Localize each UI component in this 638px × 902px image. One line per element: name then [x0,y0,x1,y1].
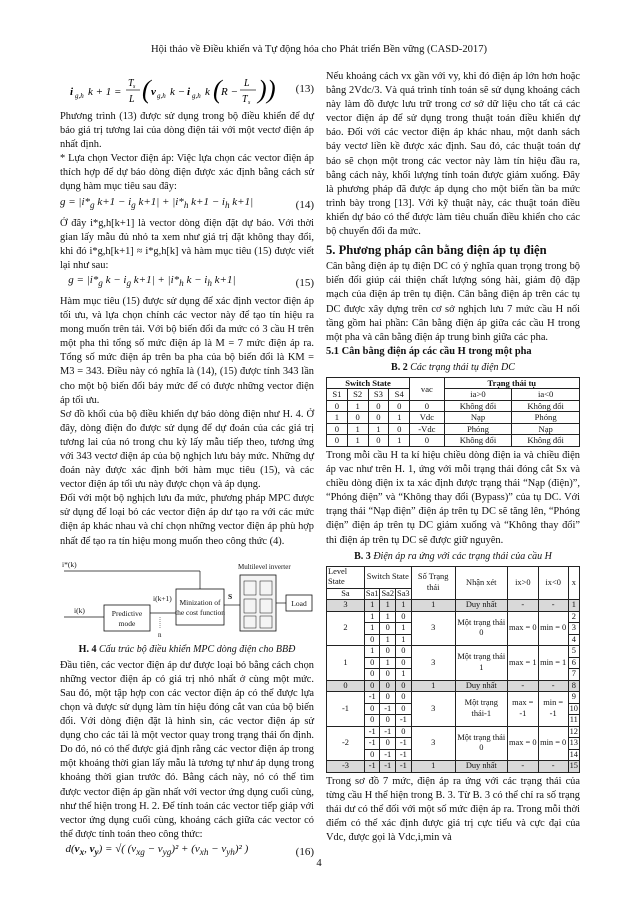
ik-label: i(k) [74,605,85,615]
table-cell: 3 [411,611,455,646]
table-cell: 0 [380,623,396,635]
table-header: Trạng thái tụ [444,377,579,389]
svg-text:g,h: g,h [192,92,201,100]
table-cell: 0 [327,435,348,447]
table-cell: 0 [396,646,412,658]
page-header: Hội thảo về Điều khiển và Tự động hóa cho Phát triển Bền vững (CASD-2017) [150,44,488,55]
table-subheader: ia>0 [444,389,512,401]
table-cell: 0 [364,669,380,681]
load-label: Load [291,598,307,608]
right-column [326,70,580,845]
svg-text:mode: mode [118,618,136,628]
table-subheader: ia<0 [512,389,580,401]
level-cell: 3 [327,600,365,612]
table-cell: 0 [364,715,380,727]
table-row [327,611,580,623]
table-cell: 1 [380,611,396,623]
table-cell: - [507,600,538,612]
subsection-heading: 5.1 Cân bằng điện áp các cầu H trong một pha [326,345,532,357]
table-cell: 0 [380,646,396,658]
table-cell: 1 [364,646,380,658]
table-2 [326,377,580,447]
table-cell: Duy nhất [455,600,507,612]
svg-text:Minization of: Minization of [179,597,221,607]
ikp1-label: i(k+1) [153,593,172,603]
table-cell: Vdc [410,412,445,424]
svg-text:v: v [151,86,156,98]
table-cell: 0 [364,749,380,761]
svg-text:T: T [242,94,248,105]
svg-text:s: s [133,84,136,90]
svg-text:L: L [129,94,135,105]
x-cell: 5 [568,646,579,658]
s-label: S [228,591,233,601]
table-cell: -1 [380,749,396,761]
table-cell: 0 [396,692,412,704]
table-cell: 1 [396,634,412,646]
table-cell: Một trạng thái 1 [455,646,507,681]
x-cell: 4 [568,634,579,646]
table-subheader: Sa [327,588,365,600]
table-row [327,400,580,412]
table-cell: - [507,761,538,773]
table-cell: 0 [396,611,412,623]
svg-text:L: L [244,78,250,89]
svg-text:i: i [70,86,74,98]
table-cell: 1 [368,423,389,435]
svg-text:n: n [158,630,162,639]
svg-text:(: ( [213,75,222,104]
level-cell: -3 [327,761,365,773]
table-cell: 1 [396,669,412,681]
table-cell: -1 [396,749,412,761]
table-cell: 0 [396,657,412,669]
table-cell: 0 [389,423,410,435]
paragraph: Cân bằng điện áp tụ điện DC có ý nghĩa quan trọng trong bộ biến đổi giúp cải thiện chất lượng sóng hài, giảm độ đập mạch của điện áp trên tụ điện. Cân bằng điện áp trên các tụ DC được xây dựng trên cơ sở nghịch lưu 7 mức cầu H nối tầng gồm hai phần: Cân bằng điện áp giữa các cầu H trong một pha và cân bằng điện áp trung bình giữa các pha. [326,261,580,343]
svg-text:): ) [267,75,276,104]
table-cell: Không đổi [444,400,512,412]
left-column [60,70,314,866]
table-cell: 0 [368,400,389,412]
table-header: Switch State [327,377,410,389]
paragraph: Sơ đồ khối của bộ điều khiển dự báo dòng điện như H. 4. Ở đây, dòng điện đo được sử dụng để dự đoán của các giá trị tương lai của nó trong chu kỳ lấy mẫu tiếp theo, tương ứng với 343 vectơ điện áp của bộ nghịch lưu bảy mức. Những dự đoán này được xác định bởi hàm mục tiêu (15), và các vector điện áp tối ưu này được chọn và áp dụng. [60,408,314,491]
table-cell: Một trạng thái-1 [455,692,507,727]
svg-text:k −: k − [170,86,186,98]
table-row [327,435,580,447]
table-cell: 0 [327,400,348,412]
table-subheader: S1 [327,389,348,401]
table-3 [326,566,580,773]
svg-text:R −: R − [221,86,238,98]
table-cell: -Vdc [410,423,445,435]
x-cell: 7 [568,669,579,681]
table-cell: 1 [411,680,455,692]
table-row [327,692,580,704]
table-cell: Duy nhất [455,761,507,773]
paragraph: Đầu tiên, các vector điện áp dư được loại bỏ bằng cách chọn những vector điện áp có giá trị nhỏ nhất ở cùng một mức. Sau đó, một tập hợp con các vector điện áp có thể được lựa chọn và được sử dụng làm tín hiệu đóng cắt van của bộ biến đổi. Với dòng điện đặt là hình sin, các vector điện áp sử dụng cho các tải là một vector quay trong trạng thái ổn định. Do đó, nó có thể được giả định rằng các vector điện áp trong một khoảng thời gian lấy mẫu là tương tự như áp dụng trong khoảng thời gian trước đó. Bằng cách này, nó có thể tìm được vector điện áp gần nhất với vector ứng dụng cuối cùng, như thể hiện trong H. 2. Để tính toán các vector tiếp giáp với vector ứng dụng cuối cùng, khoảng cách giữa các vector có thể được tính toán theo công thức: [60,659,314,840]
table-cell: 0 [347,412,368,424]
table-cell: 1 [347,400,368,412]
figure-caption-text: Cấu trúc bộ điều khiển MPC dòng điện cho BBĐ [96,643,296,655]
paragraph: Trong sơ đồ 7 mức, điện áp ra ứng với các trạng thái của từng cầu H thể hiện trong B. 3. Từ B. 3 có thể chỉ ra số trạng thái dư có thể đối với một số mức điện áp ra. Trong mỗi thời điểm có thể xác định được giá trị cực tiểu và cực đại của Vdc, được gọi là Vdc,i,min và [326,775,580,844]
iref-label: i*(k) [62,559,77,569]
x-cell: 10 [569,703,578,713]
equation-14 [60,195,314,217]
equation-16-formula: $d(v_x$, $v_y$) = √( $(v_{xg} - v_{yg})^2 + (v_{xh} - v_{yh})^2$ ) [60,842,249,858]
paragraph: Trong mỗi cầu H ta kí hiệu chiều dòng điện ia và chiều điện áp vac như trên H. 1, ứng với mỗi trạng thái đóng cắt Sx và chiều dòng điện ix ta xác định được trạng thái “Nạp (điện)”, “Phóng điện” và “Không thay đổi (Bypass)” của tụ DC. Với trạng thái “Nạp điện” điện áp trên tụ DC sẽ tăng lên, “Phóng điện” điện áp trên tụ DC giảm xuống và “Không thay đổi” thì điện áp trên tụ DC sẽ được giữ nguyên. [326,449,580,546]
x-cell: 11 [569,715,578,725]
table-header: Số Trạng thái [411,566,455,600]
equation-14-tag: (14) [295,198,314,211]
paragraph: Đối với một bộ nghịch lưu đa mức, phương pháp MPC được sử dụng để loại bỏ các vector điện áp dư tạo ra với các mức điện áp khác nhau và chỉ chọn những vector điện áp phù hợp nhất để tạo ra tín hiệu mong muốn theo công thức (4). [60,493,314,547]
table-cell: - [538,680,568,692]
table-cell: 1 [389,412,410,424]
x-cell: 6 [568,657,579,669]
svg-text:the cost function: the cost function [175,607,225,617]
mpc-block-diagram [60,553,314,641]
table-row [327,423,580,435]
table-header: ix>0 [507,566,538,600]
paragraph: Hàm mục tiêu (15) được sử dụng để xác định vector điện áp tối ưu, và lựa chọn chính các vector này để tạo tín hiệu ra mong muốn trên tải. Với bộ biến đổi đa mức có 3 cầu H trên một pha thì tổng số mức điện áp là M = 7 mức điện áp ra. Tổng số mức điện áp trên ba pha của bộ biến đổi là KM = M3 = 343. Điều này có nghĩa là (14), (15) được tính 343 lần cho một bộ biến đổi bảy mức để có được những vector điện áp tối ưu. [60,295,314,406]
table-row [327,761,580,773]
equation-15 [60,273,314,295]
table-cell: 0 [380,680,396,692]
table-cell: - [538,600,568,612]
minimization-block [176,589,224,625]
equation-14-formula: $g = |i*_g$ $k+1 - i_g$ $k+1| + |i*_h$ $k+1 - i_h$ k+1| [60,195,254,210]
level-cell: -1 [327,692,365,727]
paragraph: * Lựa chọn Vector điện áp: Việc lựa chọn các vector điện áp thích hợp để dự báo dòng điện được xác định bằng cách sử dụng hàm mục tiêu sau đây: [60,153,314,193]
table-subheader: Sa2 [381,588,395,598]
table-cell: 3 [411,692,455,727]
table-cell: - [507,680,538,692]
table-cell: 0 [368,412,389,424]
table-cell: 0 [380,715,396,727]
table-cell: 1 [396,623,412,635]
svg-text:g,h: g,h [75,92,84,100]
table-row [327,600,580,612]
table-cell: 1 [380,600,396,612]
table-cell: -1 [380,761,396,773]
table-row [327,646,580,658]
table-cell: 0 [380,669,396,681]
table-cell: 0 [380,692,396,704]
table-row [327,680,580,692]
predictive-label: Predictive [111,608,143,618]
x-cell: 14 [569,749,578,759]
figure-caption-label: H. 4 [78,643,97,655]
table-header: x [568,566,579,600]
table-cell: 0 [364,680,380,692]
table-cell: Không đổi [512,435,580,447]
table-header: vac [410,377,445,400]
table-cell: -1 [364,726,380,738]
x-cell: 1 [568,600,579,612]
svg-text:g,h: g,h [157,92,166,100]
table-cell: 1 [396,600,412,612]
x-cell: 13 [569,738,578,748]
table-cell: Nạp [512,423,580,435]
table-cell: 1 [347,435,368,447]
table-subheader: S3 [368,389,389,401]
equation-13 [60,70,314,110]
table-cell: 1 [327,412,348,424]
table-cell: 0 [410,400,445,412]
table-cell: max = 0 [507,726,538,761]
table-subheader: Sa3 [397,588,410,598]
table-cell: max = 0 [507,611,538,646]
table-cell: 1 [347,423,368,435]
table-cell: Phóng [512,412,580,424]
page-number: 4 [316,858,322,869]
x-cell: 15 [569,761,578,771]
table-cell: 0 [368,435,389,447]
table-cell: 1 [411,761,455,773]
equation-13-formula [70,70,290,110]
x-cell: 2 [568,611,579,623]
table-cell: 0 [364,634,380,646]
table-cell: min = 0 [538,726,568,761]
table-row [327,726,580,738]
table-cell: 3 [411,726,455,761]
svg-text:s: s [248,100,251,106]
table-cell: -1 [364,738,380,750]
figure-caption [60,643,314,657]
table-cell: 0 [410,435,445,447]
table-header: ix<0 [538,566,568,600]
table-cell: Phóng [444,423,512,435]
table-cell: -1 [380,703,396,715]
table-cell: Không đổi [444,435,512,447]
table-cell: min = 1 [538,646,568,681]
x-cell: 9 [568,692,579,704]
table-cell: -1 [364,761,380,773]
x-cell: 3 [568,623,579,635]
equation-16-tag: (16) [295,845,314,858]
table-cell: 0 [327,423,348,435]
table-cell: 0 [364,657,380,669]
table-cell: 1 [380,634,396,646]
table-cell: 0 [396,703,412,715]
table-cell: min = -1 [538,692,568,727]
figure-h4 [60,553,314,641]
table-cell: - [538,761,568,773]
svg-text:k + 1 =: k + 1 = [88,86,122,98]
equation-15-formula: $g = |i*_g$ $k - i_g$ $k+1| + |i*_h$ $k - i_h$ k+1| [60,273,236,289]
table-cell: 0 [380,738,396,750]
svg-text:i: i [187,86,191,98]
table-subheader: Sa1 [365,588,379,598]
x-cell: 12 [569,726,578,736]
table-cell: 0 [389,400,410,412]
table-cell: 1 [380,657,396,669]
table-cell: 3 [411,646,455,681]
table-cell: 1 [411,600,455,612]
level-cell: 1 [327,646,365,681]
table-cell: max = 1 [507,646,538,681]
table-cell: min = 0 [538,611,568,646]
multilevel-inverter-block [240,575,276,631]
table-header: Nhận xét [455,566,507,600]
table-cell: 1 [364,611,380,623]
table-2-caption: B. 2 Các trạng thái tụ điện DC [391,361,515,373]
table-cell: -1 [396,761,412,773]
paragraph: Ở đây i*g,h[k+1] là vector dòng điện đặt dự báo. Với thời gian lấy mẫu đủ nhỏ ta xem như giá trị đặt không thay đổi, khi đó i*g,h[k+1] ≈ i*g,h[k] và hàm mục tiêu (15) được viết lại như sau: [60,217,314,271]
table-cell: Duy nhất [455,680,507,692]
table-row [327,412,580,424]
level-cell: 2 [327,611,365,646]
level-cell: 0 [327,680,365,692]
svg-text:(: ( [142,75,151,104]
svg-text:): ) [258,75,267,104]
paragraph: Phương trình (13) được sử dụng trong bộ điều khiển để dự báo giá trị tương lai của dòng điện tải với một vectơ điện áp nhất định. [60,111,314,151]
table-3-caption: B. 3 Điện áp ra ứng với các trạng thái của cầu H [354,550,552,562]
x-cell: 8 [568,680,579,692]
table-cell: max = -1 [507,692,538,727]
table-subheader: S2 [347,389,368,401]
table-cell: 1 [364,623,380,635]
table-cell: 0 [396,680,412,692]
table-cell: -1 [380,726,396,738]
table-cell: Một trạng thái 0 [455,611,507,646]
svg-text:T: T [128,78,134,89]
multilevel-label: Multilevel inverter [238,562,291,571]
table-cell: Không đổi [512,400,580,412]
table-header: Level State [327,566,365,588]
equation-13-tag: (13) [295,83,314,95]
equation-15-tag: (15) [295,276,314,289]
table-cell: Một trạng thái 0 [455,726,507,761]
table-cell: Nạp [444,412,512,424]
svg-text:k: k [205,86,210,98]
table-cell: 0 [396,726,412,738]
table-cell: 0 [364,703,380,715]
table-cell: 1 [364,600,380,612]
table-cell: -1 [396,715,412,727]
table-cell: -1 [364,692,380,704]
table-subheader: S4 [389,389,410,401]
table-cell: -1 [396,738,412,750]
section-heading: 5. Phương pháp cân bằng điện áp tụ điện [326,243,547,258]
table-header: Switch State [364,566,411,588]
level-cell: -2 [327,726,365,761]
paragraph: Nếu khoảng cách vx gần với vy, khi đó điện áp lớn hơn hoặc bằng 2Vdc/3. Và quá trình tính toán sẽ sử dụng khoảng cách này làm đồ được lưu trữ trong cơ sở dữ liệu cho tất cả các vector điện áp để sử dụng trong thuật toán điều khiển dự báo. Đối với các vector điện áp khác nhau, một danh sách bảy vectơ liền kề được xác định. Sau đó, các thuật toán dự báo sẽ chọn một trong các vector này làm tín hiệu đầu ra, bằng cách này, khối lượng tính toán được giảm xuống. Đây là phương pháp đã được áp dụng cho một biến tần ba mức trình bày trong [13]. Với kỹ thuật này, các thuật toán điều khiển dự báo có thể được làm tiêu chuẩn điều khiển cho các bộ chuyển đổi đa mức. [326,71,580,238]
table-cell: 1 [389,435,410,447]
